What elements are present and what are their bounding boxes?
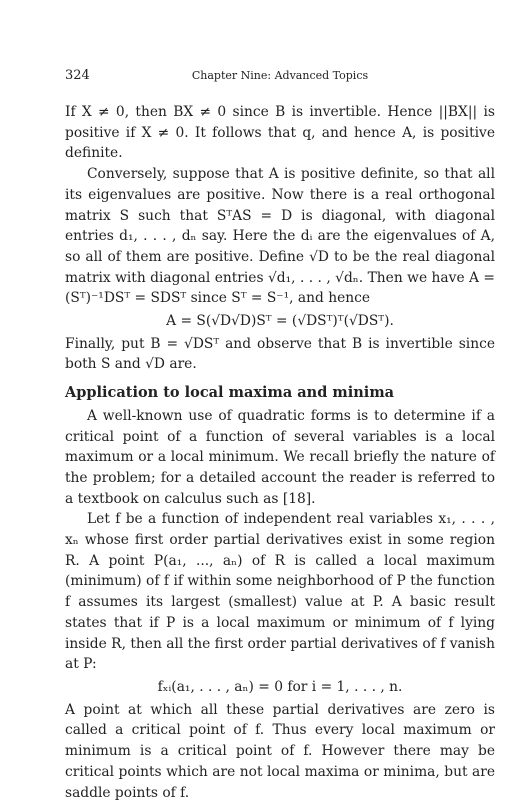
paragraph-3: Finally, put B = √DSᵀ and observe that B is invertible since both S and √D are. bbox=[65, 335, 495, 373]
paragraph-5: Let f be a function of independent real variables x₁, . . . , xₙ whose first order partial derivatives exist in some region R. A point P(a₁, ..., aₙ) of R is called a local maximum (minimum) of f if within some neighborhood of P the function f assumes its largest (smallest) value at P. A basic result states that if P is a local maximum or minimum of f lying inside R, then all the first order partial derivatives of f vanish at P: bbox=[65, 511, 495, 673]
section-heading: Application to local maxima and minima bbox=[65, 384, 395, 402]
page-body bbox=[65, 102, 495, 803]
page-number: 324 bbox=[65, 68, 90, 83]
equation-2: fₓᵢ(a₁, . . . , aₙ) = 0 for i = 1, . . . , n. bbox=[157, 678, 403, 695]
paragraph-4: A well-known use of quadratic forms is to determine if a critical point of a function of several variables is a local maximum or a local minimum. We recall briefly the nature of the problem; for a detailed account the reader is referred to a textbook on calculus such as [18]. bbox=[65, 407, 495, 507]
paragraph-1: If X ≠ 0, then BX ≠ 0 since B is invertible. Hence ||BX|| is positive if X ≠ 0. It follows that q, and hence A, is positive definite. bbox=[65, 104, 495, 162]
paragraph-2: Conversely, suppose that A is positive definite, so that all its eigenvalues are positive. Now there is a real orthogonal matrix S such that SᵀAS = D is diagonal, with diagonal entries d₁, . . . , dₙ say. Here the dᵢ are the eigenvalues of A, so all of them are positive. Define √D to be the real diagonal matrix with diagonal entries √d₁, . . . , √dₙ. Then we have A = (Sᵀ)⁻¹DSᵀ = SDSᵀ since Sᵀ = S⁻¹, and hence bbox=[65, 166, 495, 307]
equation-1: A = S(√D√D)Sᵀ = (√DSᵀ)ᵀ(√DSᵀ). bbox=[166, 313, 394, 330]
book-page bbox=[65, 68, 495, 803]
running-header bbox=[65, 68, 495, 88]
paragraph-6: A point at which all these partial derivatives are zero is called a critical point of f. Thus every local maximum or minimum is a critical point of f. However there may be critical points which are not local maxima or minima, but are saddle points of f. bbox=[65, 701, 495, 801]
chapter-title: Chapter Nine: Advanced Topics bbox=[191, 69, 369, 82]
